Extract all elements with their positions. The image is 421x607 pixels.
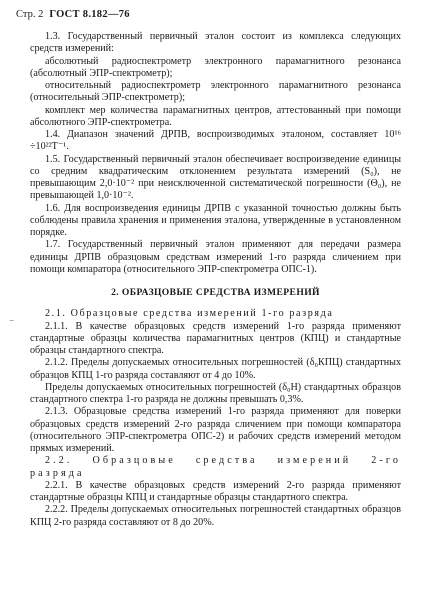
paragraph-1-3-absolute-spectrometer: абсолютный радиоспектрометр электронного парамагнитного резонанса (абсолютный ЭПР-спектрометр); (30, 55, 401, 79)
paragraph-2-1-2-spectrum: Пределы допускаемых относительных погрешностей (δ₀Н) стандартных образцов стандартного спектра 1-го разряда не должны превышать 0,3%. (30, 381, 401, 405)
paragraph-2-2: 2.2. Образцовые средства измерений 2-го разряда (30, 455, 401, 479)
paragraph-1-3: 1.3. Государственный первичный эталон состоит из комплекса следующих средств измерений: (30, 31, 401, 55)
paragraph-2-1: 2.1. Образцовые средства измерений 1-го разряда (45, 308, 334, 320)
paragraph-2-1-2: 2.1.2. Пределы допускаемых относительных погрешностей (δ₀КПЦ) стандартных образцов КПЦ 1-го разряда составляют от 4 до 10%. (30, 357, 401, 381)
paragraph-1-7: 1.7. Государственный первичный эталон применяют для передачи размера единицы ДРПВ образцовым средствам измерений 1-го разряда сличением при помощи компаратора (относительного ЭПР-спектрометра ОПС-1). (30, 239, 401, 275)
paragraph-2-1-3: 2.1.3. Образцовые средства измерений 1-го разряда применяют для поверки образцовых средств измерений 2-го разряда сличением при помощи компаратора (относительного ЭПР-спектрометра ОПС-2) и рабочих средств измерений методом прямых измерений. (30, 406, 401, 454)
section-2-title: 2. ОБРАЗЦОВЫЕ СРЕДСТВА ИЗМЕРЕНИЙ (111, 287, 320, 298)
page-header (16, 8, 405, 21)
paragraph-2-2-2: 2.2.2. Пределы допускаемых относительных погрешностей стандартных образцов КПЦ 2-го разряда составляют от 8 до 20%. (30, 504, 401, 528)
page-number: Стр. 2 (16, 9, 44, 20)
paragraph-1-6: 1.6. Для воспроизведения единицы ДРПВ с указанной точностью должны быть соблюдены правила хранения и применения эталона, утвержденные в установленном порядке. (30, 202, 401, 238)
document-body (30, 31, 401, 529)
paragraph-1-3-measure-set: комплект мер количества парамагнитных центров, аттестованный при помощи абсолютного ЭПР-спектрометра. (30, 104, 401, 128)
margin-mark: ⁻ (9, 318, 15, 329)
paragraph-2-1-1: 2.1.1. В качестве образцовых средств измерений 1-го разряда применяют стандартные образцы количества парамагнитных центров (КПЦ) и стандартные образцы стандартного спектра. (30, 320, 401, 356)
paragraph-2-2-1: 2.2.1. В качестве образцовых средств измерений 2-го разряда применяют стандартные образцы КПЦ и стандартные образцы стандартного спектра. (30, 479, 401, 503)
paragraph-1-5: 1.5. Государственный первичный эталон обеспечивает воспроизведение единицы со средним квадратическим отклонением результата измерений (S₀), не превышающим 2,0·10⁻² при неисключенной систематической погрешности (Θ₀), не превышающей 1,0·10⁻². (30, 153, 401, 202)
paragraph-1-4: 1.4. Диапазон значений ДРПВ, воспроизводимых эталоном, составляет 10¹⁶ ÷10²²Т⁻¹. (30, 129, 401, 153)
standard-designation: ГОСТ 8.182—76 (49, 9, 130, 20)
paragraph-1-3-relative-spectrometer: относительный радиоспектрометр электронного парамагнитного резонанса (относительный ЭПР-спектрометр); (30, 80, 401, 104)
